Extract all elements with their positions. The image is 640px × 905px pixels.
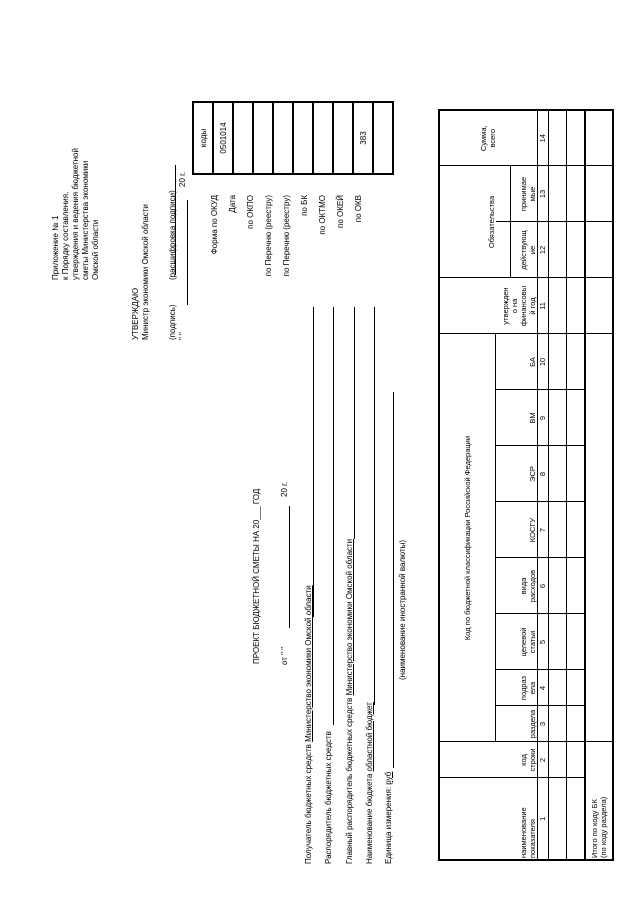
- header-target-line-1: целевой: [518, 627, 528, 657]
- budget-label: Наименование бюджета: [365, 773, 374, 864]
- header-indicator-name-line-2: показателя: [527, 819, 537, 858]
- approval-year: 20 г.: [178, 171, 187, 187]
- codes-value-register-2: [293, 102, 313, 174]
- table-cell[interactable]: [566, 670, 585, 706]
- appendix-line-3: утверждения и ведения бюджетной: [71, 148, 80, 280]
- col-number: 1: [537, 778, 548, 860]
- header-expense-kind: [496, 558, 538, 614]
- codes-value-okpo: [253, 102, 273, 174]
- header-subsection-line-1: подраз: [518, 675, 528, 701]
- header-ba: БА: [496, 334, 538, 390]
- table-cell[interactable]: [566, 166, 585, 222]
- recipient-line: [313, 307, 314, 617]
- chief-label: Главный распорядитель бюджетных средств: [345, 697, 354, 864]
- codes-value-bk: [313, 102, 333, 174]
- header-sum-line-2: всего: [488, 128, 498, 148]
- codes-label-register-1: по Перечню (реестру): [264, 195, 273, 277]
- table-cell[interactable]: [548, 502, 566, 558]
- header-approved-year: [439, 278, 537, 334]
- col-number: 11: [537, 278, 548, 334]
- header-row-code-line-1: код: [518, 754, 528, 766]
- col-number: 9: [537, 390, 548, 446]
- table-cell[interactable]: [566, 706, 585, 742]
- unit-field: [384, 772, 394, 864]
- codes-label-bk: по БК: [300, 195, 309, 216]
- header-current: [510, 222, 537, 278]
- title-date-prefix: от " ": [280, 646, 289, 665]
- codes-header: коды: [193, 102, 213, 174]
- codes-labels: [210, 195, 372, 295]
- approval-position: Министр экономики Омской области: [141, 204, 150, 340]
- table-row: [548, 110, 566, 860]
- appendix-line-2: к Порядку составления,: [61, 191, 70, 280]
- appendix-note: [51, 148, 101, 280]
- table-cell[interactable]: [566, 278, 585, 334]
- header-accepted-line-1: принимае: [518, 176, 528, 212]
- col-number: 2: [537, 742, 548, 778]
- table-cell[interactable]: [548, 614, 566, 670]
- table-cell[interactable]: [566, 222, 585, 278]
- codes-label-okud: Форма по ОКУД: [210, 195, 219, 255]
- table-cell[interactable]: [548, 706, 566, 742]
- total-row: [585, 110, 613, 860]
- currency-caption: (наименование иностранной валюты): [398, 539, 407, 680]
- total-cell[interactable]: [585, 222, 613, 278]
- codes-value-okei: 383: [353, 102, 373, 174]
- header-obligations-spacer-1: [496, 222, 511, 278]
- codes-value-date: [233, 102, 253, 174]
- col-number: 12: [537, 222, 548, 278]
- header-target-line-2: статьи: [527, 630, 537, 654]
- table-cell[interactable]: [566, 446, 585, 502]
- table-cell[interactable]: [566, 110, 585, 166]
- codes-label-okei: по ОКЕЙ: [336, 195, 345, 228]
- col-number: 13: [537, 166, 548, 222]
- table-cell[interactable]: [548, 110, 566, 166]
- column-numbers-row: [537, 110, 548, 860]
- table-row: [566, 110, 585, 860]
- header-approved-line-2: о на: [509, 298, 519, 314]
- total-bk-cells: [585, 334, 613, 742]
- table-cell[interactable]: [548, 778, 566, 860]
- codes-value-okv: [373, 102, 393, 174]
- approval-date-prefix: " ": [178, 332, 187, 340]
- recipient-label: Получатель бюджетных средств: [304, 744, 313, 864]
- header-vm: ВМ: [496, 390, 538, 446]
- col-number: 7: [537, 502, 548, 558]
- table-cell[interactable]: [566, 334, 585, 390]
- total-cell[interactable]: [585, 166, 613, 222]
- total-cell[interactable]: [585, 110, 613, 166]
- recipient-value: Министерство экономики Омской области: [304, 585, 313, 742]
- codes-label-date: Дата: [228, 195, 237, 213]
- appendix-line-4: сметы Министерства экономики: [81, 160, 90, 280]
- codes-value-okud: 0501014: [213, 102, 233, 174]
- table-cell[interactable]: [548, 166, 566, 222]
- col-number: 5: [537, 614, 548, 670]
- col-number: 6: [537, 558, 548, 614]
- appendix-line-1: Приложение № 1: [51, 215, 60, 280]
- header-obligations: Обязательства: [439, 166, 496, 278]
- col-number: 10: [537, 334, 548, 390]
- approval-signature-label: (подпись): [168, 304, 177, 340]
- unit-value: руб: [384, 771, 393, 785]
- document-title: ПРОЕКТ БЮДЖЕТНОЙ СМЕТЫ НА 20___ ГОД: [252, 488, 261, 664]
- codes-label-okpo: по ОКПО: [246, 195, 255, 229]
- header-row-code-line-2: строки: [527, 748, 537, 772]
- budget-line: [374, 307, 375, 705]
- header-subsection-line-2: ела: [527, 681, 537, 695]
- header-esr: ЭСР: [496, 446, 538, 502]
- table-cell[interactable]: [548, 558, 566, 614]
- total-cell[interactable]: [585, 278, 613, 334]
- table-cell[interactable]: [548, 446, 566, 502]
- approval-decryption-label: (расшифровка подписи): [168, 190, 177, 280]
- table-cell[interactable]: [548, 670, 566, 706]
- table-cell[interactable]: [566, 502, 585, 558]
- header-current-line-2: ие: [527, 245, 537, 255]
- header-accepted: [510, 166, 537, 222]
- codes-label-oktmo: по ОКТМО: [318, 195, 327, 235]
- appendix-line-5: Омской области: [91, 219, 100, 280]
- table-cell[interactable]: [548, 278, 566, 334]
- header-approved-line-4: й год: [527, 297, 537, 315]
- manager-line: [333, 307, 334, 725]
- header-indicator-name-line-1: наименование: [518, 807, 528, 858]
- chief-field: [345, 539, 355, 864]
- header-section: раздела: [496, 706, 538, 742]
- unit-line: [393, 392, 394, 768]
- header-accepted-line-2: мые: [527, 186, 537, 202]
- header-kind-line-1: вида: [518, 577, 528, 595]
- header-indicator-name: [439, 778, 537, 860]
- title-year: 20 г.: [280, 481, 289, 497]
- table-cell[interactable]: [548, 390, 566, 446]
- header-sum-total: [439, 110, 537, 166]
- total-label: [585, 742, 613, 860]
- table-cell[interactable]: [566, 614, 585, 670]
- unit-label: Единица измерения:: [384, 786, 393, 864]
- table-cell[interactable]: [548, 742, 566, 778]
- codes-value-register-1: [273, 102, 293, 174]
- approval-approved: УТВЕРЖДАЮ: [131, 287, 140, 340]
- header-approved-line-3: финансовы: [518, 285, 528, 327]
- title-date-line: [289, 506, 290, 628]
- total-label-line-2: (по коду раздела): [598, 796, 608, 858]
- table-cell[interactable]: [548, 334, 566, 390]
- table-cell[interactable]: [566, 742, 585, 778]
- header-approved-line-1: утвержден: [500, 287, 510, 325]
- header-bk-group: Код по бюджетной классификации Российской Федерации: [439, 334, 496, 742]
- table-cell[interactable]: [566, 558, 585, 614]
- header-current-line-1: действующ: [518, 230, 528, 270]
- budget-value: областной бюджет: [365, 702, 374, 772]
- header-row-code: [439, 742, 537, 778]
- table-cell[interactable]: [548, 222, 566, 278]
- col-number: 8: [537, 446, 548, 502]
- codes-label-okv: по ОКВ: [354, 195, 363, 223]
- chief-value: Министерство экономики Омской области: [345, 538, 354, 696]
- codes-value-oktmo: [333, 102, 353, 174]
- header-kosgu: КОСГУ: [496, 502, 538, 558]
- codes-label-register-2: по Перечню (реестру): [282, 195, 291, 277]
- col-number: 3: [537, 706, 548, 742]
- codes-table: [192, 101, 394, 175]
- header-target-article: [496, 614, 538, 670]
- col-number: 14: [537, 110, 548, 166]
- header-kind-line-2: расходов: [527, 569, 537, 603]
- manager-label: Распорядитель бюджетных средств: [324, 731, 333, 864]
- header-obligations-spacer-2: [496, 166, 511, 222]
- table-cell[interactable]: [566, 390, 585, 446]
- budget-field: [365, 702, 375, 864]
- header-subsection: [496, 670, 538, 706]
- col-number: 4: [537, 670, 548, 706]
- approval-date-line: [187, 200, 188, 305]
- chief-line: [354, 307, 355, 539]
- recipient-field: [304, 585, 314, 864]
- header-sum-line-1: Сумма,: [479, 125, 489, 152]
- budget-estimate-table: [438, 109, 614, 861]
- table-cell[interactable]: [566, 778, 585, 860]
- total-label-line-1: Итого по коду БК: [589, 799, 599, 858]
